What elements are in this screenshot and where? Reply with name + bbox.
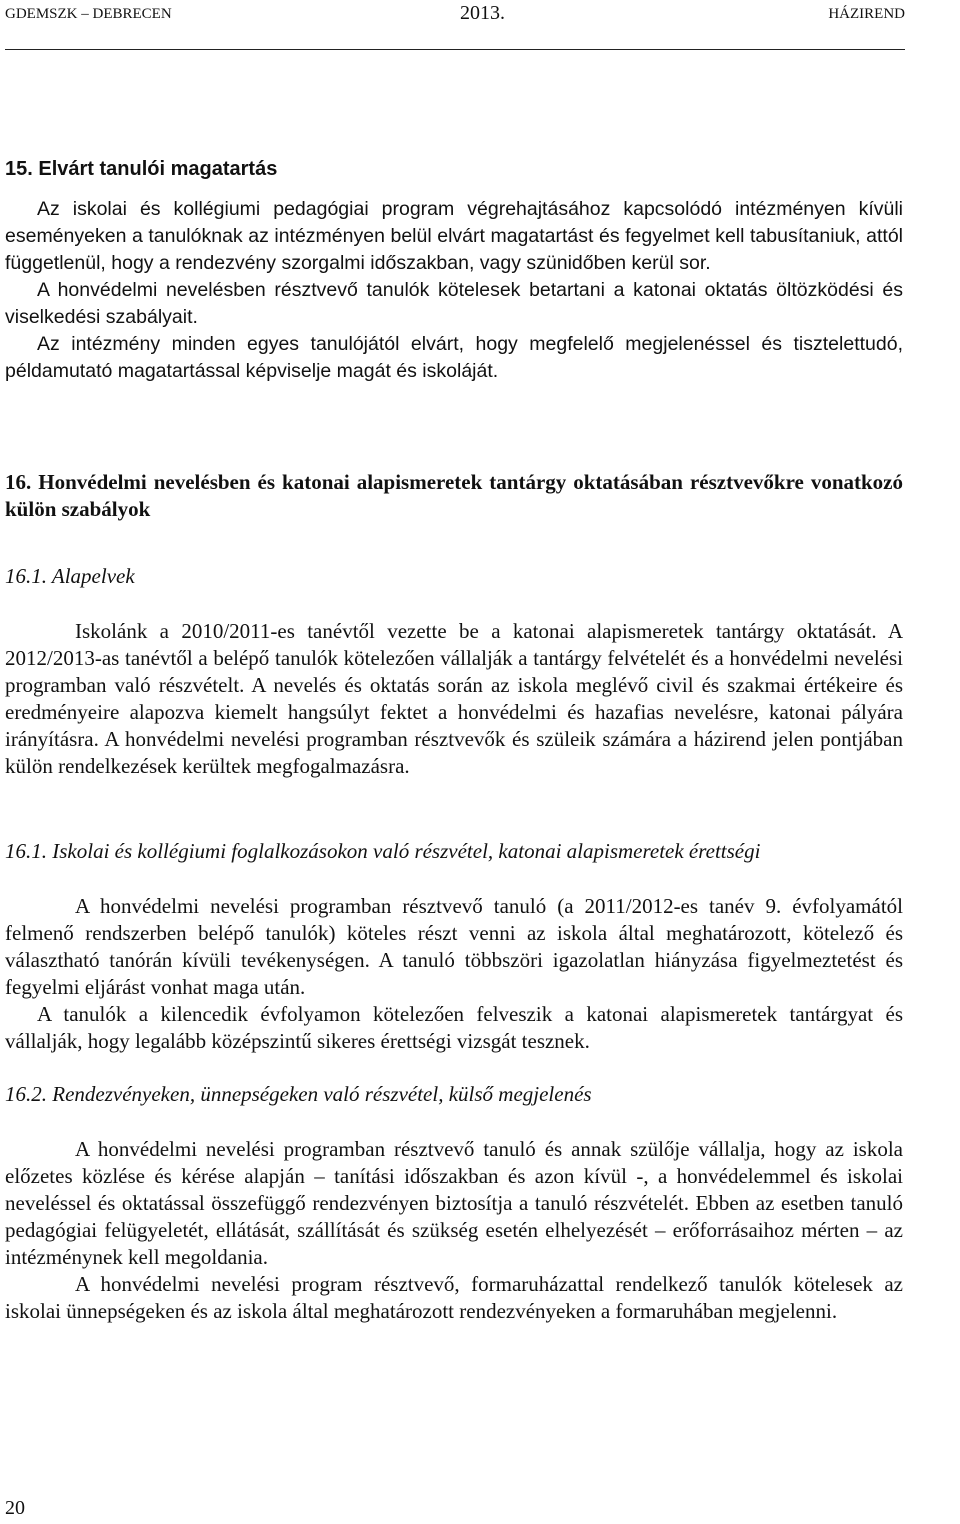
subsection-16-1b-paragraph-1: A honvédelmi nevelési programban résztvevő tanuló (a 2011/2012-es tanév 9. évfolyamától felmenő rendszerben belépő tanulók) köteles részt venni az iskola által meghatározott, kötelező és választható tanórán kívüli tevékenységen. A tanuló többszöri igazolatlan hiányzása figyelmeztetést és fegyelmi eljárást vonhat maga után. (5, 894, 903, 999)
subsection-16-1b-paragraph-2: A tanulók a kilencedik évfolyamon kötelezően felveszik a katonai alapismeretek tantárgyat és vállalják, hogy legalább középszintű sikeres érettségi vizsgát tesznek. (5, 1002, 903, 1053)
section-15-heading (5, 156, 903, 183)
subsection-16-1-paragraph: Iskolánk a 2010/2011-es tanévtől vezette be a katonai alapismeretek tantárgy oktatását. A 2012/2013-as tanévtől a belépő tanulók kötelezően vállalják a tantárgy felvételét és a honvédelmi nevelési programban való részvételt. A nevelés és oktatás során az iskola meglévő civil és szakmai értékeire és eredményeire alapozva kiemelt hangsúlyt fektet a honvédelmi és hazafias nevelésre, katonai pályára irányításra. A honvédelmi nevelési programban résztvevők és szüleik számára a házirend jelen pontjában külön rendelkezések kerültek megfogalmazásra. (5, 619, 903, 778)
subsection-16-1-title: Alapelvek (51, 564, 135, 588)
section-16-1 (5, 563, 903, 590)
header-year: 2013. (460, 2, 505, 24)
section-15-paragraph-1: Az iskolai és kollégiumi pedagógiai program végrehajtásához kapcsolódó intézményen kívüli eseményeken a tanulóknak az intézményen belül elvárt magatartást és fegyelmet kell tabusítaniuk, attól függetlenül, hogy a rendezvény szorgalmi időszakban, vagy szünidőben kerül sor. (5, 198, 903, 274)
subsection-16-1-number: 16.1. (5, 564, 47, 588)
page-number: 20 (5, 1497, 25, 1519)
subsection-16-1b-title: Iskolai és kollégiumi foglalkozásokon való részvétel, katonai alapismeretek érettségi (52, 839, 761, 863)
section-16-heading: 16. Honvédelmi nevelésben és katonai alapismeretek tantárgy oktatásában résztvevőkre vonatkozó külön szabályok (5, 470, 903, 521)
section-15-body (5, 196, 903, 385)
subsection-16-1-heading (5, 563, 903, 590)
subsection-16-2-heading (5, 1081, 903, 1108)
section-15-number: 15. (5, 158, 33, 180)
subsection-16-2-paragraph-1: A honvédelmi nevelési programban résztvevő tanuló és annak szülője vállalja, hogy az iskola előzetes közlése és kérése alapján – tanítási időszakban és azon kívül -, a honvédelemmel és iskolai neveléssel és oktatással összefüggő rendezvényen biztosítja a tanuló részvételét. Ebben az esetben tanuló pedagógiai felügyeletét, ellátását, szállítását és szükség esetén elhelyezését – erőforrásaihoz mérten – az intézménynek kell megoldania. (5, 1137, 903, 1269)
subsection-16-1-body (5, 618, 903, 780)
subsection-16-2-paragraph-2: A honvédelmi nevelési program résztvevő, formaruházattal rendelkező tanulók kötelesek az iskolai ünnepségeken és az iskola által meghatározott rendezvényeken a formaruhában megjelenni. (5, 1272, 903, 1323)
page-header (5, 4, 905, 26)
subsection-16-1b-heading (5, 838, 903, 865)
section-15-paragraph-2: A honvédelmi nevelésben résztvevő tanulók kötelesek betartani a katonai oktatás öltözködési és viselkedési szabályait. (5, 279, 903, 328)
subsection-16-1b-body (5, 893, 903, 1055)
header-divider (5, 49, 905, 50)
section-15-title: Elvárt tanulói magatartás (38, 158, 278, 180)
section-16-1-b (5, 838, 903, 865)
section-16-2 (5, 1081, 903, 1108)
section-16 (5, 469, 903, 523)
subsection-16-2-body (5, 1136, 903, 1325)
header-document-type: HÁZIREND (828, 6, 905, 22)
section-15 (5, 156, 903, 183)
subsection-16-2-number: 16.2. (5, 1082, 47, 1106)
subsection-16-2-title: Rendezvényeken, ünnepségeken való részvétel, külső megjelenés (52, 1082, 592, 1106)
header-institution: GDEMSZK – DEBRECEN (5, 6, 172, 22)
section-15-paragraph-3: Az intézmény minden egyes tanulójától elvárt, hogy megfelelő megjelenéssel és tisztelettudó, példamutató magatartással képviselje magát és iskoláját. (5, 333, 903, 382)
subsection-16-1b-number: 16.1. (5, 839, 47, 863)
